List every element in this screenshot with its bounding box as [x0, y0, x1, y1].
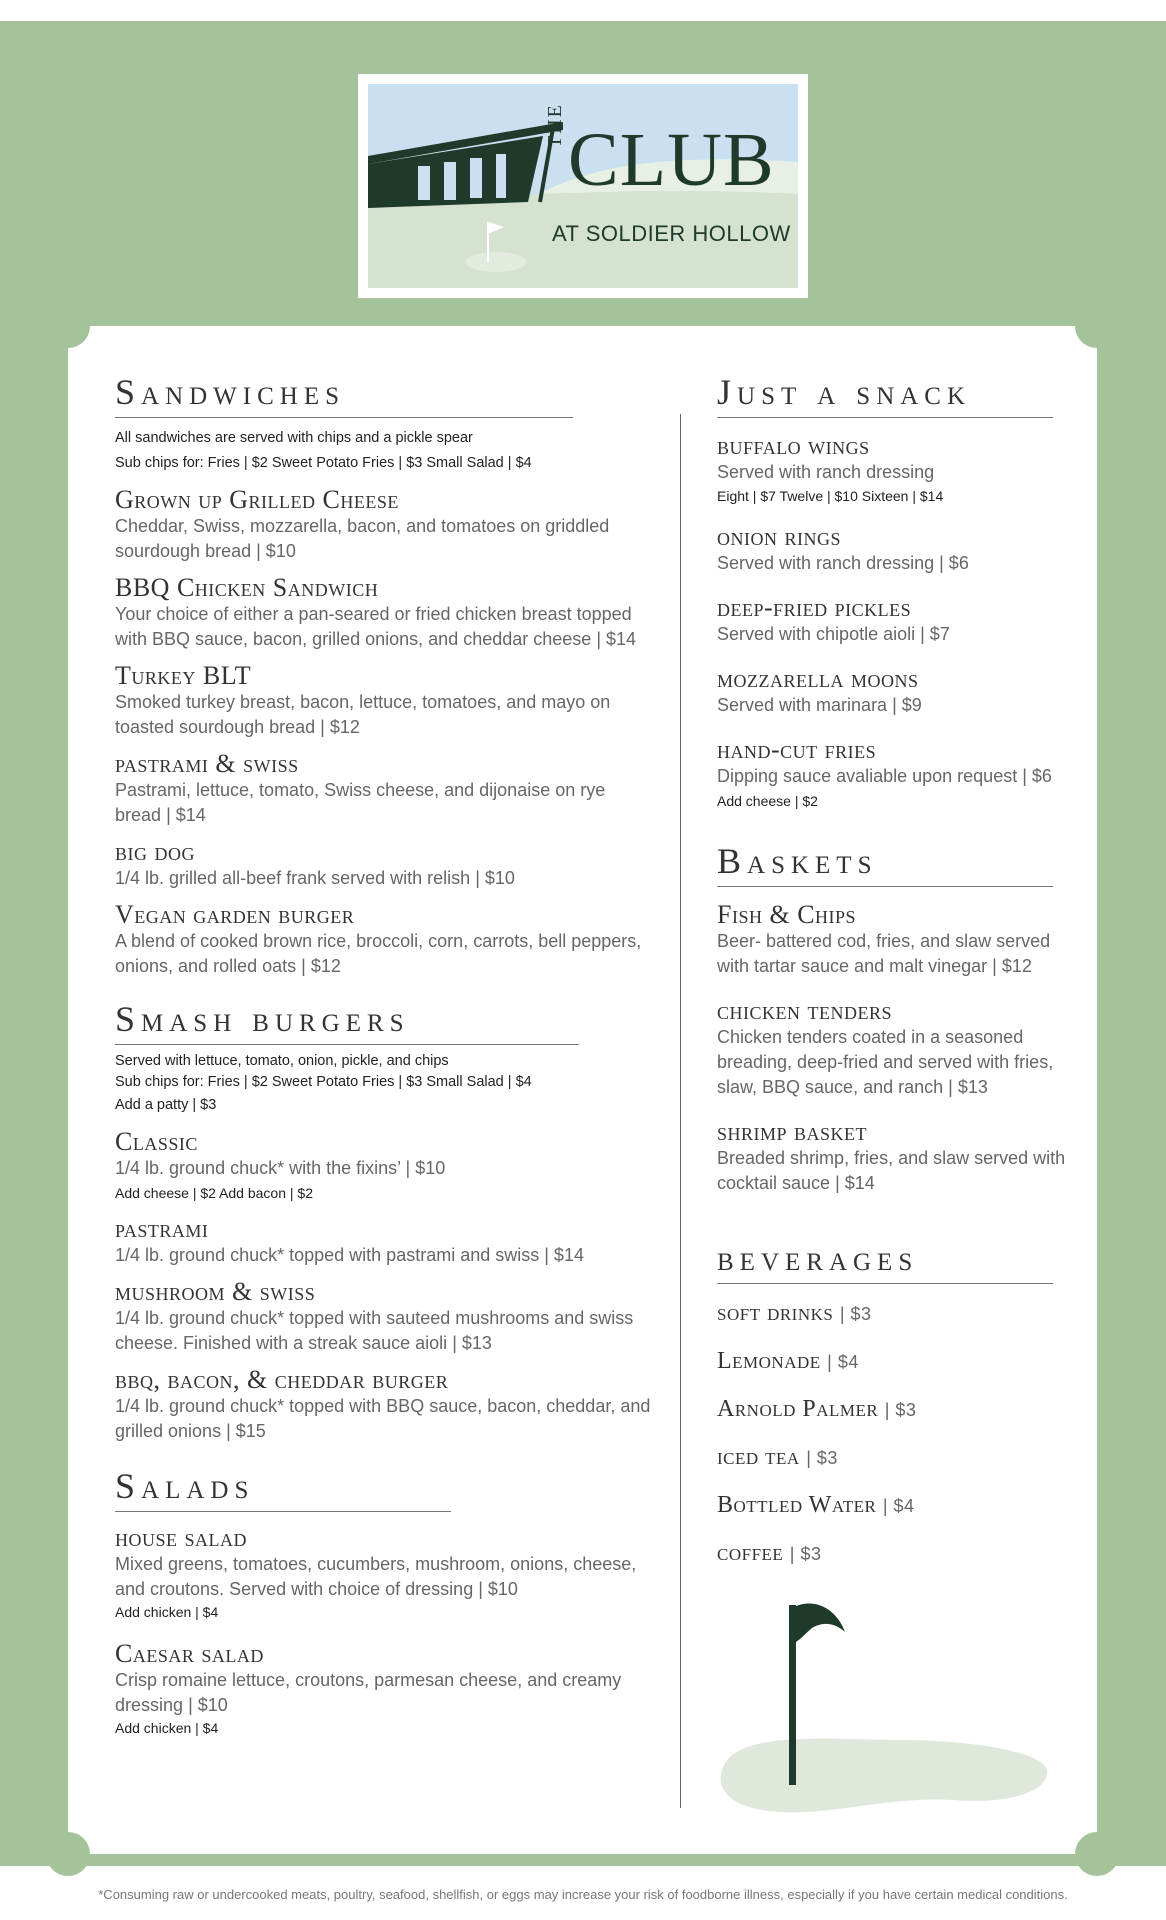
menu-item	[115, 574, 655, 652]
logo-subtitle: AT SOLDIER HOLLOW	[552, 221, 791, 246]
card-corner	[46, 1832, 90, 1876]
beverage-price: | $3	[884, 1400, 917, 1420]
menu-item	[115, 1278, 655, 1356]
item-desc: Pastrami, lettuce, tomato, Swiss cheese, and dijonaise on rye bread	[115, 780, 606, 825]
item-price: | $14	[596, 629, 637, 649]
section-title: Baskets	[717, 843, 1053, 887]
item-desc: 1/4 lb. ground chuck* topped with pastrami and swiss	[115, 1245, 540, 1265]
section-note: Sub chips for: Fries | $2 Sweet Potato Fries | $3 Small Salad | $4	[115, 1074, 532, 1090]
beverage-name: Lemonade	[717, 1348, 821, 1374]
beverage-price: | $4	[827, 1352, 859, 1372]
section-note: Sub chips for: Fries | $2 Sweet Potato Fries | $3 Small Salad | $4	[115, 455, 532, 471]
item-name: BBQ Chicken Sandwich	[115, 573, 379, 602]
beverage-item	[717, 1290, 1067, 1338]
golf-flag-icon	[712, 1600, 1062, 1820]
item-name: hand-cut fries	[717, 735, 877, 764]
item-desc: Beer- battered cod, fries, and slaw served with tartar sauce and malt vinegar	[717, 931, 1051, 976]
beverage-item	[717, 1530, 1067, 1578]
column-divider	[680, 414, 681, 1808]
menu-item	[717, 594, 1067, 647]
menu-item	[717, 432, 1067, 507]
item-extra: Add chicken | $4	[115, 1604, 219, 1620]
menu-item	[115, 750, 655, 828]
section-title: Sandwiches	[115, 374, 573, 418]
beverage-price: | $4	[882, 1496, 915, 1516]
section-note: All sandwiches are served with chips and a pickle spear	[115, 430, 473, 446]
item-desc: A blend of cooked brown rice, broccoli, corn, carrots, bell peppers, onions, and rolled oats	[115, 931, 642, 976]
item-desc: 1/4 lb. ground chuck* topped with BBQ sauce, bacon, cheddar, and grilled onions	[115, 1396, 651, 1441]
section-title: Smash burgers	[115, 1001, 579, 1045]
item-price: | $10	[405, 1158, 446, 1178]
item-desc: Served with marinara	[717, 695, 888, 715]
item-name: buffalo wings	[717, 431, 870, 460]
section-title: beverages	[717, 1240, 1053, 1284]
item-desc: Smoked turkey breast, bacon, lettuce, tomatoes, and mayo on toasted sourdough bread	[115, 692, 611, 737]
item-price: | $6	[1022, 766, 1052, 786]
item-price: | $7	[920, 624, 950, 644]
beverage-price: | $3	[839, 1304, 872, 1324]
item-name: mushroom & swiss	[115, 1277, 316, 1306]
section-note: Add a patty | $3	[115, 1097, 217, 1113]
menu-item	[115, 901, 655, 979]
burgers-section	[115, 1001, 655, 1444]
item-desc: Mixed greens, tomatoes, cucumbers, mushroom, onions, cheese, and croutons. Served with choice of dressing	[115, 1554, 637, 1599]
beverage-price: | $3	[789, 1544, 822, 1564]
left-column	[115, 374, 655, 1738]
menu-item	[115, 1524, 655, 1622]
item-name: Grown up Grilled Cheese	[115, 485, 399, 514]
menu-item	[115, 1215, 655, 1268]
item-desc: Served with chipotle aioli	[717, 624, 916, 644]
card-corner	[46, 304, 90, 348]
menu-item	[115, 1366, 655, 1444]
section-title: Just a snack	[717, 374, 1053, 418]
item-name: pastrami & swiss	[115, 749, 299, 778]
item-price: | $13	[948, 1077, 988, 1097]
beverage-item	[717, 1338, 1067, 1386]
section-title: Salads	[115, 1468, 451, 1512]
item-price: | $12	[320, 717, 360, 737]
menu-item	[115, 1640, 655, 1738]
item-price: | $9	[892, 695, 922, 715]
item-desc: Crisp romaine lettuce, croutons, parmesan cheese, and creamy dressing	[115, 1670, 622, 1715]
item-desc: Served with ranch dressing	[717, 462, 935, 482]
item-name: big dog	[115, 837, 195, 866]
club-logo	[358, 74, 808, 298]
beverage-item	[717, 1386, 1067, 1434]
item-extra: Add chicken | $4	[115, 1720, 219, 1736]
item-price: | $14	[166, 805, 206, 825]
menu-item	[115, 838, 655, 891]
item-name: deep-fried pickles	[717, 593, 912, 622]
baskets-section	[717, 843, 1067, 1196]
item-extra: Add cheese | $2	[717, 793, 818, 809]
salads-section	[115, 1468, 655, 1738]
item-price: | $10	[478, 1579, 518, 1599]
item-price: | $6	[939, 553, 969, 573]
item-desc: Your choice of either a pan-seared or fried chicken breast topped with BBQ sauce, bacon, grilled onions, and cheddar cheese	[115, 604, 632, 649]
item-price: | $10	[188, 1695, 228, 1715]
item-price: | $10	[256, 541, 296, 561]
item-name: house salad	[115, 1523, 248, 1552]
beverage-name: soft drinks	[717, 1300, 834, 1326]
beverage-name: Arnold Palmer	[717, 1396, 879, 1422]
item-desc: Cheddar, Swiss, mozzarella, bacon, and tomatoes on griddled sourdough bread	[115, 516, 610, 561]
item-desc: 1/4 lb. grilled all-beef frank served with relish	[115, 868, 471, 888]
beverage-item	[717, 1434, 1067, 1482]
beverage-name: Bottled Water	[717, 1492, 877, 1518]
item-name: mozzarella moons	[717, 664, 919, 693]
item-desc: 1/4 lb. ground chuck* with the fixins’	[115, 1158, 401, 1178]
item-price: | $10	[475, 868, 515, 888]
item-desc: Served with ranch dressing	[717, 553, 935, 573]
menu-item	[115, 486, 655, 564]
item-price: | $14	[544, 1245, 584, 1265]
card-corner	[1075, 1832, 1119, 1876]
item-name: bbq, bacon, & cheddar burger	[115, 1365, 449, 1394]
right-column	[717, 374, 1067, 1578]
logo-the-text: THE	[544, 103, 566, 148]
item-price: | $14	[835, 1173, 875, 1193]
beverage-price: | $3	[806, 1448, 838, 1468]
beverage-name: coffee	[717, 1540, 784, 1566]
item-name: shrimp basket	[717, 1117, 868, 1146]
menu-item	[717, 665, 1067, 718]
allergy-disclaimer: *Consuming raw or undercooked meats, poultry, seafood, shellfish, or eggs may increase your risk of foodborne illness, especially if you have certain medical conditions.	[98, 1887, 1068, 1902]
section-note: Served with lettuce, tomato, onion, pickle, and chips	[115, 1053, 449, 1069]
item-name: pastrami	[115, 1214, 209, 1243]
menu-item	[115, 1128, 655, 1205]
logo-club-text: CLUB	[568, 118, 775, 202]
menu-item	[717, 1118, 1067, 1196]
menu-item	[115, 662, 655, 740]
menu-item	[717, 997, 1067, 1100]
item-name: Vegan garden burger	[115, 900, 355, 929]
item-desc: Dipping sauce avaliable upon request	[717, 766, 1018, 786]
item-desc: 1/4 lb. ground chuck* topped with sauteed mushrooms and swiss cheese. Finished with a streak sauce aioli	[115, 1308, 634, 1353]
item-extra: Eight | $7 Twelve | $10 Sixteen | $14	[717, 488, 944, 504]
item-price: | $15	[226, 1421, 266, 1441]
item-name: onion rings	[717, 522, 841, 551]
menu-item	[717, 901, 1067, 979]
sandwiches-section	[115, 374, 655, 979]
item-name: Turkey BLT	[115, 661, 252, 690]
item-extra: Add cheese | $2 Add bacon | $2	[115, 1185, 313, 1201]
logo-art	[368, 84, 798, 288]
card-corner	[1075, 304, 1119, 348]
snack-section	[717, 374, 1067, 813]
item-desc: Chicken tenders coated in a seasoned breading, deep-fried and served with fries, slaw, BBQ sauce, and ranch	[717, 1027, 1054, 1097]
item-price: | $12	[301, 956, 341, 976]
beverage-item	[717, 1482, 1067, 1530]
item-name: Fish & Chips	[717, 900, 857, 929]
item-desc: Breaded shrimp, fries, and slaw served with cocktail sauce	[717, 1148, 1066, 1193]
item-price: | $13	[452, 1333, 492, 1353]
item-name: Caesar salad	[115, 1639, 264, 1668]
item-name: Classic	[115, 1127, 198, 1156]
beverage-name: iced tea	[717, 1444, 800, 1470]
item-price: | $12	[992, 956, 1032, 976]
menu-item	[717, 736, 1067, 813]
golf-flag-decoration	[712, 1600, 1062, 1825]
beverages-section	[717, 1240, 1067, 1578]
menu-item	[717, 523, 1067, 576]
item-name: chicken tenders	[717, 996, 892, 1025]
